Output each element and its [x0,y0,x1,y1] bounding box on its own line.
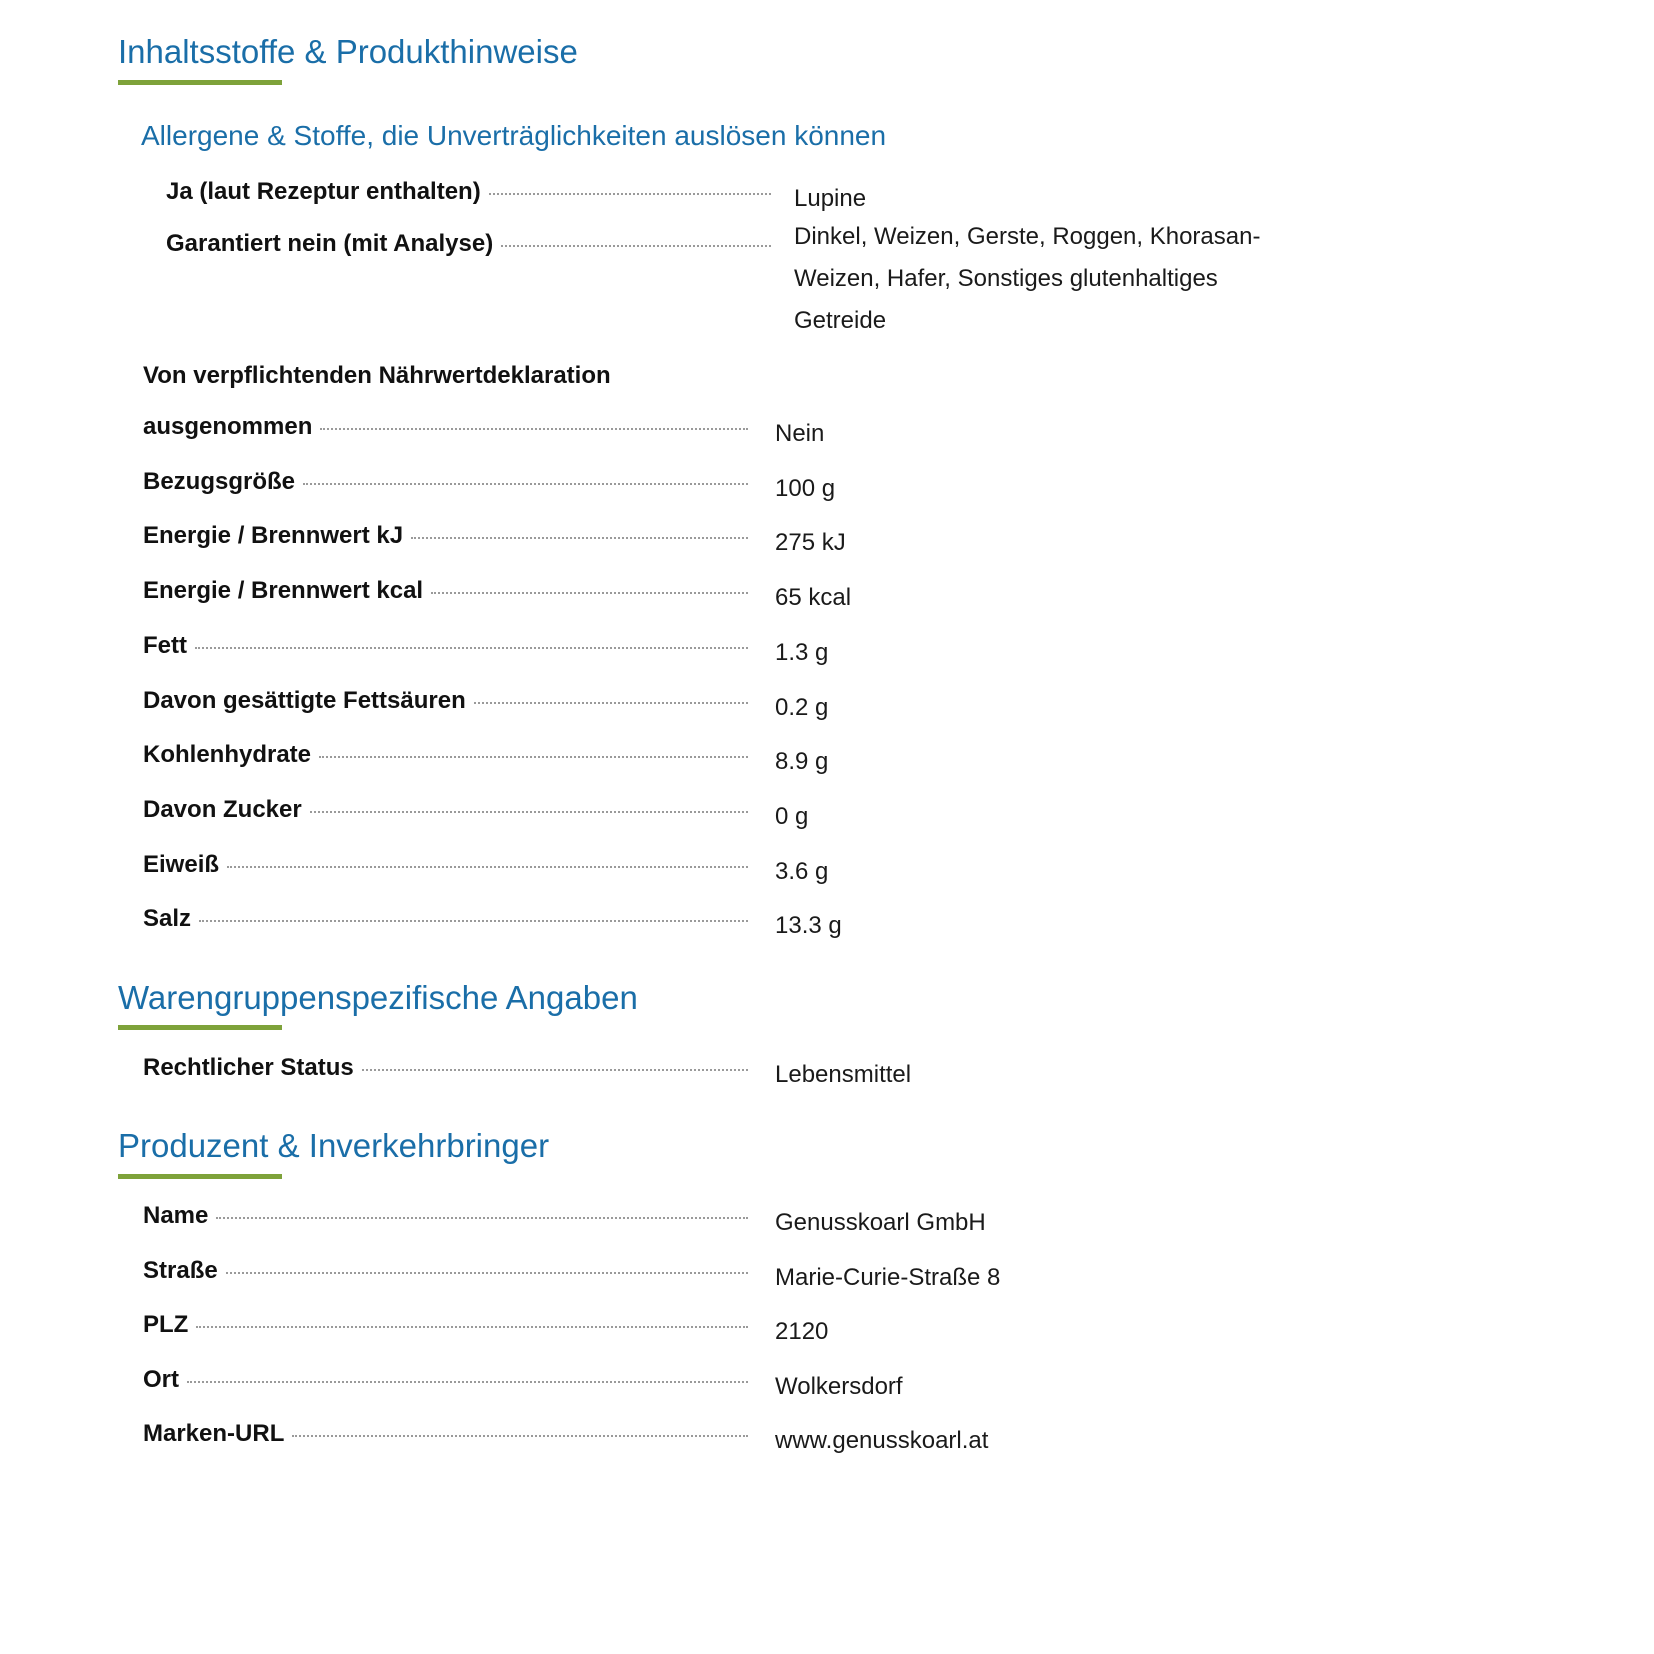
nutrition-lead-label: Von verpflichtenden Nährwertdeklaration [143,362,611,389]
row-value: 1.3 g [775,638,829,666]
leader-dots [292,1435,748,1437]
nutrition-row [143,849,829,889]
row-label: Davon gesättigte Fettsäuren [143,685,748,717]
subsection-title-allergens: Allergene & Stoffe, die Unverträglichkeiten auslösen können [141,120,887,151]
leader-dots [474,702,748,704]
nutrition-row [143,575,852,615]
row-label: Straße [143,1255,748,1287]
nutrition-row [143,411,825,451]
row-value: Lebensmittel [775,1061,912,1088]
row-value: Dinkel, Weizen, Gerste, Roggen, Khorasan-Weizen, Hafer, Sonstiges glutenhaltiges Getreide [794,223,1261,334]
nutrition-row [143,520,846,560]
section-title-ingredients: Inhaltsstoffe & Produkthinweise [118,33,578,70]
row-value: 8.9 g [775,748,829,776]
section-title-producer: Produzent & Inverkehrbringer [118,1127,550,1164]
row-label: Salz [143,903,748,935]
leader-dots [320,428,748,430]
row-label: PLZ [143,1309,748,1341]
section-underline [118,80,282,85]
nutrition-row [143,794,809,834]
row-value: www.genusskoarl.at [775,1427,989,1454]
nutrition-row [143,630,829,670]
row-value: 100 g [775,474,836,502]
row-label: Ort [143,1364,748,1396]
producer-row [143,1255,1001,1295]
row-value: 65 kcal [775,584,852,612]
row-value: 3.6 g [775,857,829,885]
category-row [143,1052,912,1092]
row-value: 2120 [775,1318,829,1345]
leader-dots [411,537,748,539]
row-label: ausgenommen [143,411,748,443]
leader-dots [227,866,748,868]
leader-dots [310,811,748,813]
producer-row [143,1309,829,1349]
allergen-row [166,223,1261,334]
leader-dots [362,1069,748,1071]
row-label: Bezugsgröße [143,466,748,498]
section-underline [118,1174,282,1179]
row-value: Nein [775,420,825,447]
row-label: Kohlenhydrate [143,739,748,771]
leader-dots [226,1272,748,1274]
row-value: Lupine [794,185,867,212]
row-value: 0 g [775,802,809,830]
row-label: Rechtlicher Status [143,1052,748,1084]
row-label: Fett [143,630,748,662]
leader-dots [196,1326,748,1328]
row-value: 275 kJ [775,529,846,557]
row-value: 0.2 g [775,693,829,721]
leader-dots [187,1381,748,1383]
row-label: Energie / Brennwert kcal [143,575,748,607]
row-value: 13.3 g [775,912,842,940]
row-label: Name [143,1200,748,1232]
leader-dots [319,756,748,758]
row-value: Wolkersdorf [775,1372,903,1400]
nutrition-row [143,739,829,779]
nutrition-row [143,466,836,506]
row-label: Marken-URL [143,1418,748,1450]
nutrition-row [143,685,829,725]
row-label: Davon Zucker [143,794,748,826]
leader-dots [431,592,748,594]
nutrition-row [143,903,842,943]
leader-dots [303,483,748,485]
row-value: Genusskoarl GmbH [775,1209,986,1236]
leader-dots [216,1217,748,1219]
leader-dots [199,920,748,922]
row-label: Ja (laut Rezeptur enthalten) [166,176,771,208]
leader-dots [195,647,748,649]
producer-row [143,1364,903,1404]
allergen-row [166,176,867,216]
section-title-category: Warengruppenspezifische Angaben [118,979,638,1016]
section-underline [118,1025,282,1030]
row-label: Garantiert nein (mit Analyse) [166,228,771,260]
producer-row [143,1418,989,1458]
row-value: Marie-Curie-Straße 8 [775,1263,1001,1291]
producer-row [143,1200,986,1240]
row-label: Energie / Brennwert kJ [143,520,748,552]
row-label: Eiweiß [143,849,748,881]
